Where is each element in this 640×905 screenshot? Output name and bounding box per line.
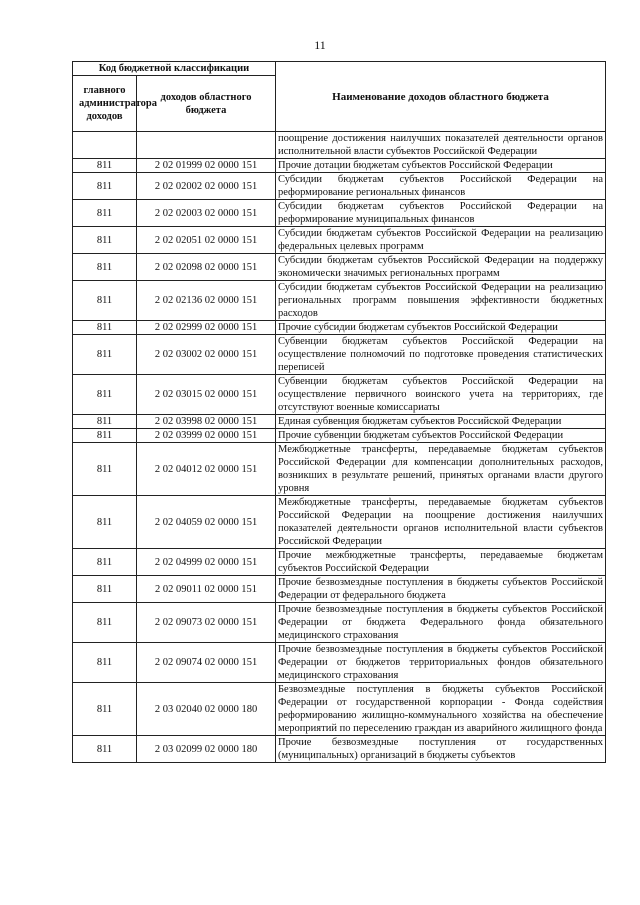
admin-cell: 811	[73, 375, 137, 415]
code-cell: 2 02 09073 02 0000 151	[137, 603, 276, 643]
admin-cell: 811	[73, 227, 137, 254]
code-cell	[137, 132, 276, 159]
table-row	[73, 736, 606, 763]
name-cell: Субвенции бюджетам субъектов Российской Федерации на осуществление полномочий по подготовке проведения статистических переписей	[276, 335, 606, 375]
table-row	[73, 227, 606, 254]
header-classification-code: Код бюджетной классификации	[73, 62, 276, 76]
code-cell: 2 02 03999 02 0000 151	[137, 429, 276, 443]
table-row	[73, 549, 606, 576]
code-cell: 2 02 03002 02 0000 151	[137, 335, 276, 375]
name-cell: Субсидии бюджетам субъектов Российской Федерации на реализацию федеральных целевых программ	[276, 227, 606, 254]
table-row	[73, 496, 606, 549]
name-cell: Межбюджетные трансферты, передаваемые бюджетам субъектов Российской Федерации для компенсации дополнительных расходов, возникших в результате решений, принятых органами власти другого уровня	[276, 443, 606, 496]
name-cell: Прочие межбюджетные трансферты, передаваемые бюджетам субъектов Российской Федерации	[276, 549, 606, 576]
name-cell: Субсидии бюджетам субъектов Российской Федерации на реализацию региональных программ повышения эффективности бюджетных расходов	[276, 281, 606, 321]
code-cell: 2 03 02099 02 0000 180	[137, 736, 276, 763]
name-cell: Безвозмездные поступления в бюджеты субъектов Российской Федерации от государственной корпорации - Фонда содействия реформированию жилищно-коммунального хозяйства на обеспечение мероприятий по переселению граждан из аварийного жилищного фонда	[276, 683, 606, 736]
page-number: 11	[314, 38, 326, 52]
code-cell: 2 02 02999 02 0000 151	[137, 321, 276, 335]
table-row	[73, 576, 606, 603]
admin-cell: 811	[73, 443, 137, 496]
table-row	[73, 603, 606, 643]
admin-cell: 811	[73, 549, 137, 576]
admin-cell: 811	[73, 429, 137, 443]
admin-cell: 811	[73, 173, 137, 200]
table-row	[73, 173, 606, 200]
name-cell: Субсидии бюджетам субъектов Российской Федерации на поддержку экономически значимых региональных программ	[276, 254, 606, 281]
name-cell: Прочие субвенции бюджетам субъектов Российской Федерации	[276, 429, 606, 443]
code-cell: 2 02 02051 02 0000 151	[137, 227, 276, 254]
code-cell: 2 02 02098 02 0000 151	[137, 254, 276, 281]
table-row	[73, 683, 606, 736]
name-cell: Прочие безвозмездные поступления в бюджеты субъектов Российской Федерации от федерального бюджета	[276, 576, 606, 603]
code-cell: 2 02 04012 02 0000 151	[137, 443, 276, 496]
name-cell: Межбюджетные трансферты, передаваемые бюджетам субъектов Российской Федерации на поощрение достижения наилучших показателей деятельности органов исполнительной власти субъектов Российской Федерации	[276, 496, 606, 549]
name-cell: Прочие безвозмездные поступления в бюджеты субъектов Российской Федерации от бюджета Федерального фонда обязательного медицинского страхования	[276, 603, 606, 643]
table-body	[73, 132, 606, 763]
admin-cell: 811	[73, 496, 137, 549]
table-row	[73, 159, 606, 173]
code-cell: 2 02 04059 02 0000 151	[137, 496, 276, 549]
name-cell: Субсидии бюджетам субъектов Российской Федерации на реформирование муниципальных финансов	[276, 200, 606, 227]
table-row	[73, 429, 606, 443]
admin-cell	[73, 132, 137, 159]
name-cell: поощрение достижения наилучших показателей деятельности органов исполнительной власти субъектов Российской Федерации	[276, 132, 606, 159]
code-cell: 2 02 03998 02 0000 151	[137, 415, 276, 429]
table-row	[73, 375, 606, 415]
admin-cell: 811	[73, 643, 137, 683]
admin-cell: 811	[73, 603, 137, 643]
code-cell: 2 02 09074 02 0000 151	[137, 643, 276, 683]
admin-cell: 811	[73, 254, 137, 281]
table-row	[73, 321, 606, 335]
code-cell: 2 02 04999 02 0000 151	[137, 549, 276, 576]
name-cell: Субсидии бюджетам субъектов Российской Федерации на реформирование региональных финансов	[276, 173, 606, 200]
admin-cell: 811	[73, 200, 137, 227]
code-cell: 2 02 02136 02 0000 151	[137, 281, 276, 321]
admin-cell: 811	[73, 281, 137, 321]
table-row	[73, 643, 606, 683]
name-cell: Прочие субсидии бюджетам субъектов Российской Федерации	[276, 321, 606, 335]
table-row	[73, 443, 606, 496]
code-cell: 2 02 09011 02 0000 151	[137, 576, 276, 603]
name-cell: Прочие безвозмездные поступления от государственных (муниципальных) организаций в бюджеты субъектов	[276, 736, 606, 763]
table-row	[73, 200, 606, 227]
admin-cell: 811	[73, 159, 137, 173]
budget-classification-table	[72, 61, 606, 763]
table-row	[73, 281, 606, 321]
admin-cell: 811	[73, 576, 137, 603]
admin-cell: 811	[73, 736, 137, 763]
code-cell: 2 02 03015 02 0000 151	[137, 375, 276, 415]
code-cell: 2 02 01999 02 0000 151	[137, 159, 276, 173]
name-cell: Единая субвенция бюджетам субъектов Российской Федерации	[276, 415, 606, 429]
header-income-code: доходов областного бюджета	[137, 76, 276, 132]
code-cell: 2 02 02002 02 0000 151	[137, 173, 276, 200]
table-row	[73, 415, 606, 429]
table-row	[73, 132, 606, 159]
code-cell: 2 03 02040 02 0000 180	[137, 683, 276, 736]
name-cell: Субвенции бюджетам субъектов Российской Федерации на осуществление первичного воинского учета на территориях, где отсутствуют военные комиссариаты	[276, 375, 606, 415]
code-cell: 2 02 02003 02 0000 151	[137, 200, 276, 227]
admin-cell: 811	[73, 321, 137, 335]
table-row	[73, 254, 606, 281]
header-admin: главного администратора доходов	[73, 76, 137, 132]
admin-cell: 811	[73, 415, 137, 429]
header-name: Наименование доходов областного бюджета	[276, 62, 606, 132]
name-cell: Прочие безвозмездные поступления в бюджеты субъектов Российской Федерации от бюджетов территориальных фондов обязательного медицинского страхования	[276, 643, 606, 683]
name-cell: Прочие дотации бюджетам субъектов Российской Федерации	[276, 159, 606, 173]
admin-cell: 811	[73, 683, 137, 736]
table-row	[73, 335, 606, 375]
admin-cell: 811	[73, 335, 137, 375]
